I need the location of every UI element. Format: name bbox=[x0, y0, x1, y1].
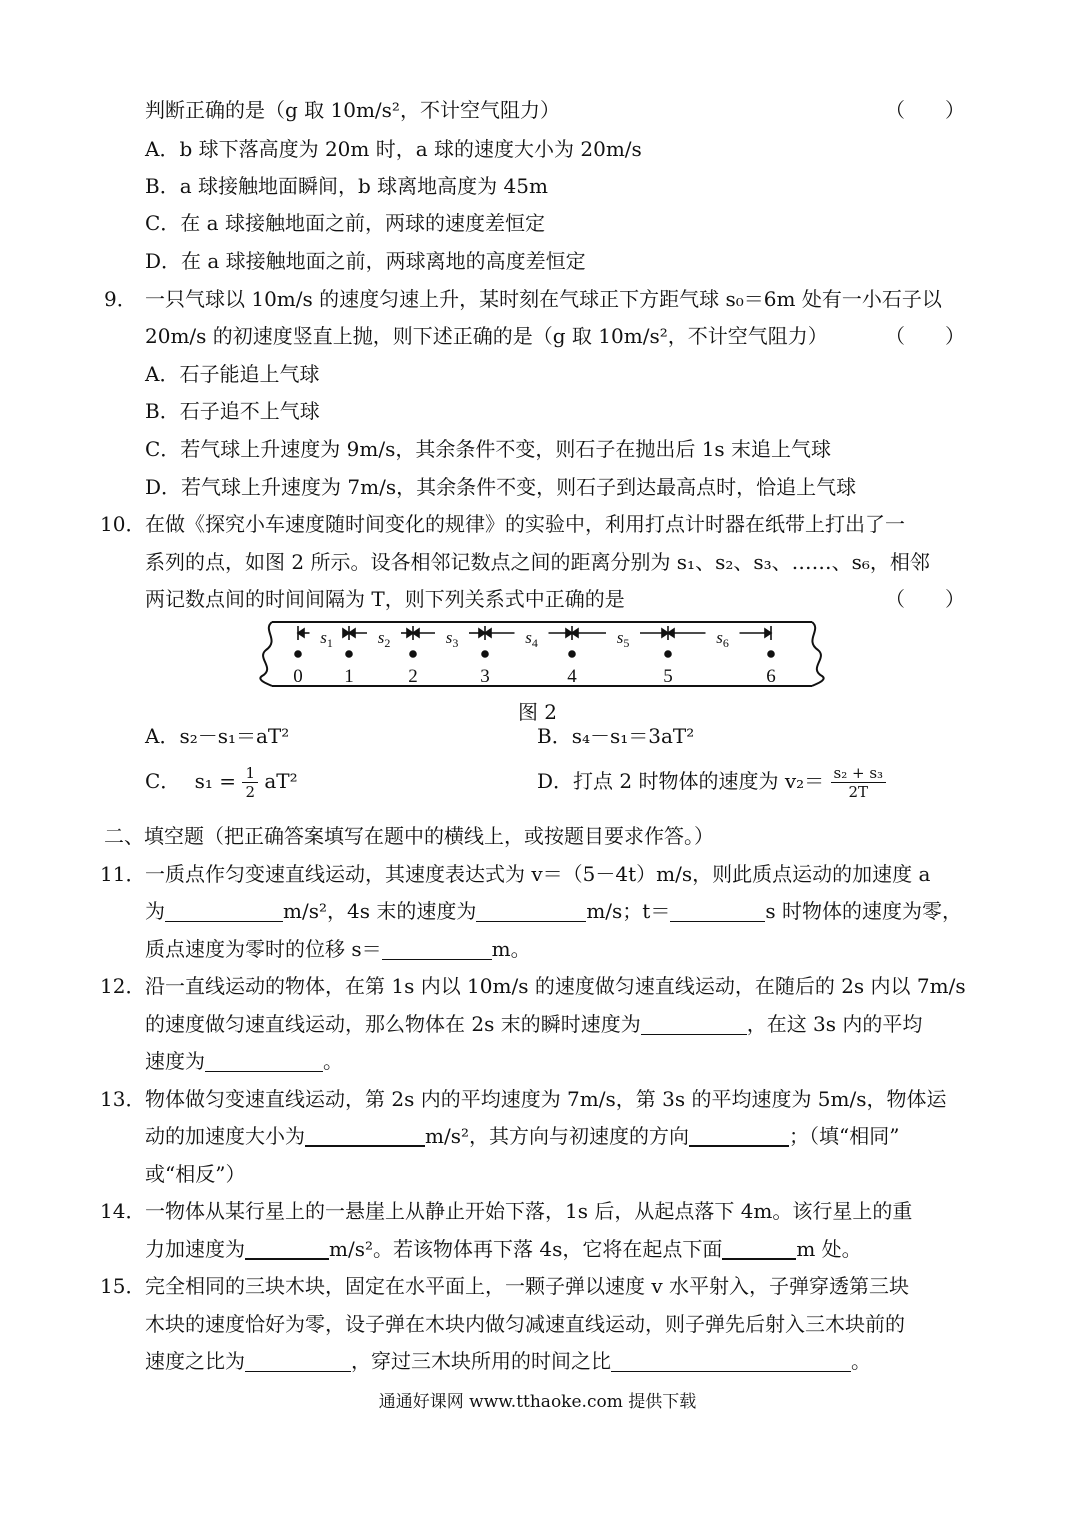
q12-text: 的速度做匀速直线运动，那么物体在 2s 末的瞬时速度为 bbox=[145, 1012, 641, 1036]
q8-option-d: D．在 a 球接触地面之前，两球离地的高度差恒定 bbox=[145, 249, 586, 273]
q13-text: 动的加速度大小为 bbox=[145, 1124, 305, 1148]
q12-stem-line1: 沿一直线运动的物体，在第 1s 内以 10m/s 的速度做匀速直线运动，在随后的 2s 内以 7m/s bbox=[145, 974, 966, 998]
tape-segment-label-2: $s_2$ bbox=[377, 628, 391, 650]
tape-arrowhead bbox=[668, 629, 674, 637]
q14-stem-line2 bbox=[145, 1235, 975, 1263]
q13-number: 13． bbox=[100, 1087, 146, 1111]
q13-stem-line3: 或“相反”） bbox=[145, 1162, 246, 1186]
q14-text: 力加速度为 bbox=[145, 1237, 245, 1261]
q11-stem-line3 bbox=[145, 935, 975, 963]
answer-blank[interactable] bbox=[165, 899, 283, 922]
q12-text: 速度为 bbox=[145, 1049, 205, 1073]
q14-text: m 处。 bbox=[796, 1237, 862, 1261]
tape-dot-0 bbox=[295, 651, 301, 657]
q12-text: 。 bbox=[323, 1049, 343, 1073]
q11-text: 为 bbox=[145, 899, 165, 923]
q15-text: 速度之比为 bbox=[145, 1349, 245, 1373]
tape-point-label-1: 1 bbox=[344, 666, 354, 687]
answer-blank[interactable] bbox=[641, 1012, 747, 1035]
tape-dot-1 bbox=[346, 651, 352, 657]
q10-answer-paren: （ ） bbox=[885, 587, 965, 611]
tape-left-tear bbox=[260, 622, 272, 686]
q12-stem-line3 bbox=[145, 1047, 975, 1075]
q11-stem-line2 bbox=[145, 897, 975, 925]
q13-stem-line2 bbox=[145, 1122, 975, 1150]
q15-text: 。 bbox=[851, 1349, 871, 1373]
tape-dot-6 bbox=[768, 651, 774, 657]
q10-stem-line1: 在做《探究小车速度随时间变化的规律》的实验中，利用打点计时器在纸带上打出了一 bbox=[145, 512, 905, 536]
section-title: 二、填空题（把正确答案填写在题中的横线上，或按题目要求作答。） bbox=[104, 824, 714, 848]
tape-arrowhead bbox=[349, 629, 355, 637]
q15-stem-line3 bbox=[145, 1347, 975, 1375]
answer-blank[interactable] bbox=[689, 1123, 789, 1147]
answer-blank[interactable] bbox=[382, 937, 492, 960]
q15-stem-line1: 完全相同的三块木块，固定在水平面上，一颗子弹以速度 v 水平射入，子弹穿透第三块 bbox=[145, 1274, 910, 1298]
tape-arrowhead bbox=[485, 629, 491, 637]
q8-answer-paren: （ ） bbox=[885, 98, 965, 122]
option-c-rhs: aT² bbox=[264, 769, 298, 793]
q9-option-c: C．若气球上升速度为 9m/s，其余条件不变，则石子在抛出后 1s 末追上气球 bbox=[145, 437, 832, 461]
q12-text: ，在这 3s 内的平均 bbox=[746, 1012, 923, 1036]
q11-stem-line1: 一质点作匀变速直线运动，其速度表达式为 v＝（5－4t）m/s，则此质点运动的加速度 a bbox=[145, 862, 931, 886]
q14-stem-line1: 一物体从某行星上的一悬崖上从静止开始下落，1s 后，从起点落下 4m。该行星上的重 bbox=[145, 1199, 913, 1223]
q11-number: 11． bbox=[100, 862, 146, 886]
q14-number: 14． bbox=[100, 1199, 146, 1223]
q8-option-c: C．在 a 球接触地面之前，两球的速度差恒定 bbox=[145, 211, 545, 235]
answer-blank[interactable] bbox=[305, 1123, 425, 1147]
tape-point-label-5: 5 bbox=[663, 666, 673, 687]
q12-number: 12． bbox=[100, 974, 146, 998]
tape-point-label-0: 0 bbox=[293, 666, 303, 687]
tape-point-label-2: 2 bbox=[408, 666, 418, 687]
answer-blank[interactable] bbox=[611, 1349, 851, 1372]
tape-arrowhead bbox=[298, 629, 304, 637]
q8-option-a: A．b 球下落高度为 20m 时，a 球的速度大小为 20m/s bbox=[145, 137, 642, 161]
frac-denominator: 2 bbox=[245, 783, 255, 801]
q15-text: ，穿过三木块所用的时间之比 bbox=[351, 1349, 611, 1373]
option-c-label: C． bbox=[145, 769, 181, 793]
q9-answer-paren: （ ） bbox=[885, 324, 965, 348]
option-c-lhs: s₁ = bbox=[194, 769, 237, 793]
figure-caption: 图 2 bbox=[517, 700, 558, 724]
tape-segment-label-5: $s_5$ bbox=[616, 628, 630, 650]
q8-option-b: B．a 球接触地面瞬间，b 球离地高度为 45m bbox=[145, 174, 548, 198]
q13-text: ；（填“相同” bbox=[788, 1124, 900, 1148]
answer-blank[interactable] bbox=[245, 1236, 329, 1260]
answer-blank[interactable] bbox=[205, 1049, 323, 1072]
frac-numerator: 1 bbox=[242, 764, 258, 783]
tape-segment-label-6: $s_6$ bbox=[716, 628, 729, 650]
frac-numerator: s₂ + s₃ bbox=[831, 764, 887, 783]
q11-text: m。 bbox=[491, 937, 531, 961]
q9-option-d: D．若气球上升速度为 7m/s，其余条件不变，则石子到达最高点时，恰追上气球 bbox=[145, 475, 857, 499]
q11-text: s 时物体的速度为零， bbox=[765, 899, 962, 923]
q9-option-a: A．石子能追上气球 bbox=[145, 362, 320, 386]
tape-point-label-6: 6 bbox=[766, 666, 776, 687]
q11-text: 质点速度为零时的位移 s＝ bbox=[145, 937, 382, 961]
footer-credit: 通通好课网 www.tthaoke.com 提供下载 bbox=[378, 1392, 697, 1412]
tape-dot-2 bbox=[410, 651, 416, 657]
tape-point-label-3: 3 bbox=[480, 666, 490, 687]
option-c-fraction bbox=[242, 764, 258, 801]
q14-text: m/s²。若该物体再下落 4s，它将在起点下面 bbox=[329, 1237, 723, 1261]
tape-arrowhead bbox=[765, 629, 771, 637]
q9-option-b: B．石子追不上气球 bbox=[145, 399, 320, 423]
q9-number: 9． bbox=[104, 287, 137, 311]
tape-segment-label-3: $s_3$ bbox=[445, 628, 459, 650]
option-d-text: D．打点 2 时物体的速度为 v₂＝ bbox=[537, 769, 825, 793]
q15-number: 15． bbox=[100, 1274, 146, 1298]
q10-option-d bbox=[537, 764, 975, 801]
q10-option-a: A．s₂－s₁＝aT² bbox=[145, 724, 290, 748]
q10-number: 10． bbox=[100, 512, 146, 536]
q10-stem-line2: 系列的点，如图 2 所示。设各相邻记数点之间的距离分别为 s₁、s₂、s₃、……、s₆，相邻 bbox=[145, 550, 930, 574]
q15-stem-line2: 木块的速度恰好为零，设子弹在木块内做匀减速直线运动，则子弹先后射入三木块前的 bbox=[145, 1312, 905, 1336]
tape-dot-5 bbox=[665, 651, 671, 657]
q13-text: m/s²，其方向与初速度的方向 bbox=[425, 1124, 689, 1148]
q11-text: m/s²，4s 末的速度为 bbox=[283, 899, 477, 923]
answer-blank[interactable] bbox=[245, 1349, 351, 1372]
q8-stem: 判断正确的是（g 取 10m/s²，不计空气阻力） bbox=[145, 98, 560, 122]
answer-blank[interactable] bbox=[670, 899, 765, 922]
tape-segment-label-4: $s_4$ bbox=[525, 628, 538, 650]
tape-dot-3 bbox=[482, 651, 488, 657]
q10-stem-line3: 两记数点间的时间间隔为 T，则下列关系式中正确的是 bbox=[145, 587, 625, 611]
tape-arrowhead bbox=[413, 629, 419, 637]
q9-stem-line1: 一只气球以 10m/s 的速度匀速上升，某时刻在气球正下方距气球 s₀＝6m 处有一小石子以 bbox=[145, 287, 942, 311]
q13-stem-line1: 物体做匀变速直线运动，第 2s 内的平均速度为 7m/s，第 3s 的平均速度为 5m/s，物体运 bbox=[145, 1087, 947, 1111]
frac-denominator: 2T bbox=[848, 783, 869, 801]
tape-point-label-4: 4 bbox=[567, 666, 577, 687]
answer-blank[interactable] bbox=[476, 899, 586, 922]
tape-dot-4 bbox=[569, 651, 575, 657]
q12-stem-line2 bbox=[145, 1010, 975, 1038]
tape-right-tear bbox=[812, 622, 824, 686]
tape-segment-label-1: $s_1$ bbox=[320, 628, 333, 650]
answer-blank[interactable] bbox=[722, 1236, 796, 1260]
q11-text: m/s；t＝ bbox=[586, 899, 671, 923]
q10-option-b: B．s₄－s₁＝3aT² bbox=[537, 724, 695, 748]
tape-arrowhead bbox=[572, 629, 578, 637]
option-d-fraction bbox=[831, 764, 887, 801]
q9-stem-line2: 20m/s 的初速度竖直上抛，则下述正确的是（g 取 10m/s²，不计空气阻力） bbox=[145, 324, 828, 348]
